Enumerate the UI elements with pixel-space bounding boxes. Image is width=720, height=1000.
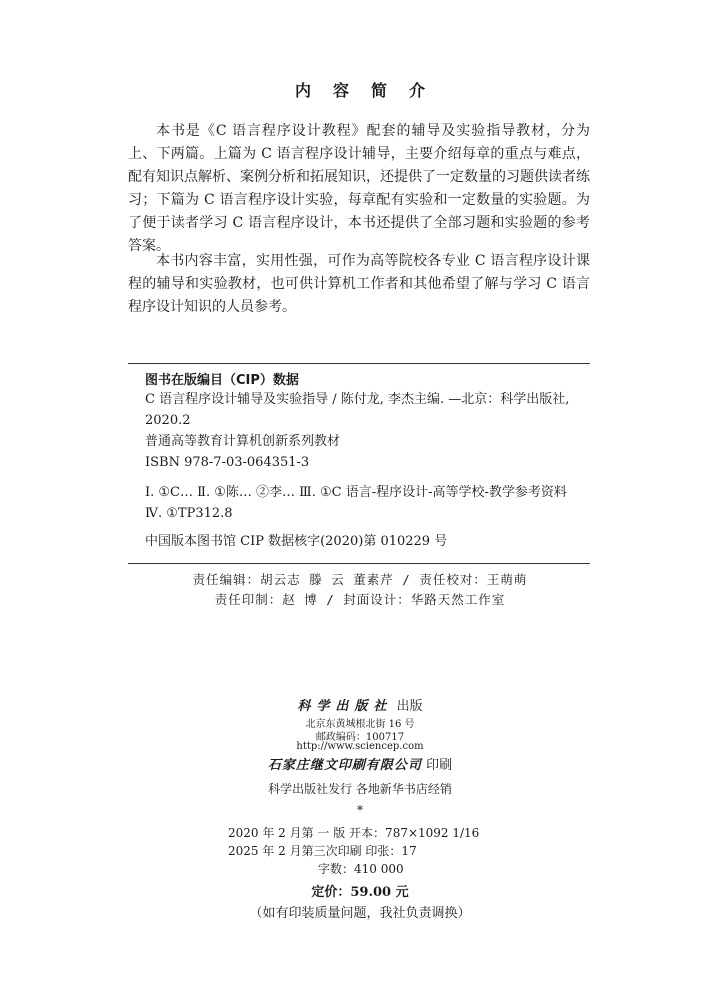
- separator-star: *: [357, 803, 363, 817]
- distribution-line: 科学出版社发行 各地新华书店经销: [268, 782, 452, 796]
- postcode: 邮政编码：100717: [315, 732, 405, 743]
- printer-line: [0, 754, 720, 773]
- intro-paragraph-2: 本书内容丰富，实用性强，可作为高等院校各专业 C 语言程序设计课程的辅导和实验教材，也可供计算机工作者和其他希望了解与学习 C 语言程序设计知识的人员参考。: [128, 253, 590, 315]
- page-heading: 内容简介: [294, 81, 447, 100]
- quality-notice: （如有印装质量问题，我社负责调换）: [249, 906, 471, 921]
- publisher-address: 北京东黄城根北街 16 号: [305, 719, 415, 730]
- cip-top-rule: [128, 363, 590, 364]
- production-credits: 责任印制：赵 博 / 封面设计：华路天然工作室: [214, 592, 506, 607]
- cip-classification: Ⅰ. ①C… Ⅱ. ①陈… ②李… Ⅲ. ①C 语言-程序设计-高等学校-教学参考资料 Ⅳ. ①TP312.8: [145, 485, 567, 521]
- cip-series: 普通高等教育计算机创新系列教材: [145, 434, 341, 449]
- printer-suffix: 印刷: [426, 758, 453, 773]
- publisher-suffix: 出版: [396, 699, 423, 714]
- publisher-name: 科学出版社: [297, 699, 393, 714]
- cip-number: 中国版本图书馆 CIP 数据核字(2020)第 010229 号: [145, 534, 448, 549]
- printing-line: 2025 年 2 月第三次印刷 印张：17: [228, 844, 417, 858]
- printer-name: 石家庄继文印刷有限公司: [267, 758, 422, 773]
- price: 定价：59.00 元: [311, 885, 409, 900]
- intro-paragraph-1: 本书是《C 语言程序设计教程》配套的辅导及实验指导教材，分为上、下两篇。上篇为 C 语言程序设计辅导，主要介绍每章的重点与难点，配有知识点解析、案例分析和拓展知识，还提供了一定数量的习题供读者练习；下篇为 C 语言程序设计实验，每章配有实验和一定数量的实验题。为了便于读者学习 C 语言程序设计，本书还提供了全部习题和实验题的参考答案。: [128, 123, 590, 254]
- word-count: 字数：410 000: [318, 862, 404, 876]
- publisher-line: [0, 695, 720, 714]
- cip-isbn: ISBN 978-7-03-064351-3: [145, 455, 310, 470]
- cip-title: 图书在版编目（CIP）数据: [145, 373, 299, 388]
- edition-line: 2020 年 2 月第 一 版 开本：787×1092 1/16: [228, 826, 480, 840]
- cip-bottom-rule: [128, 563, 590, 564]
- publisher-url: http://www.sciencep.com: [296, 741, 424, 752]
- cip-main-entry: C 语言程序设计辅导及实验指导 / 陈付龙, 李杰主编. —北京：科学出版社, 2020.2: [145, 392, 570, 428]
- editor-credits: 责任编辑：胡云志 滕 云 董素芹 / 责任校对：王萌萌: [192, 572, 528, 587]
